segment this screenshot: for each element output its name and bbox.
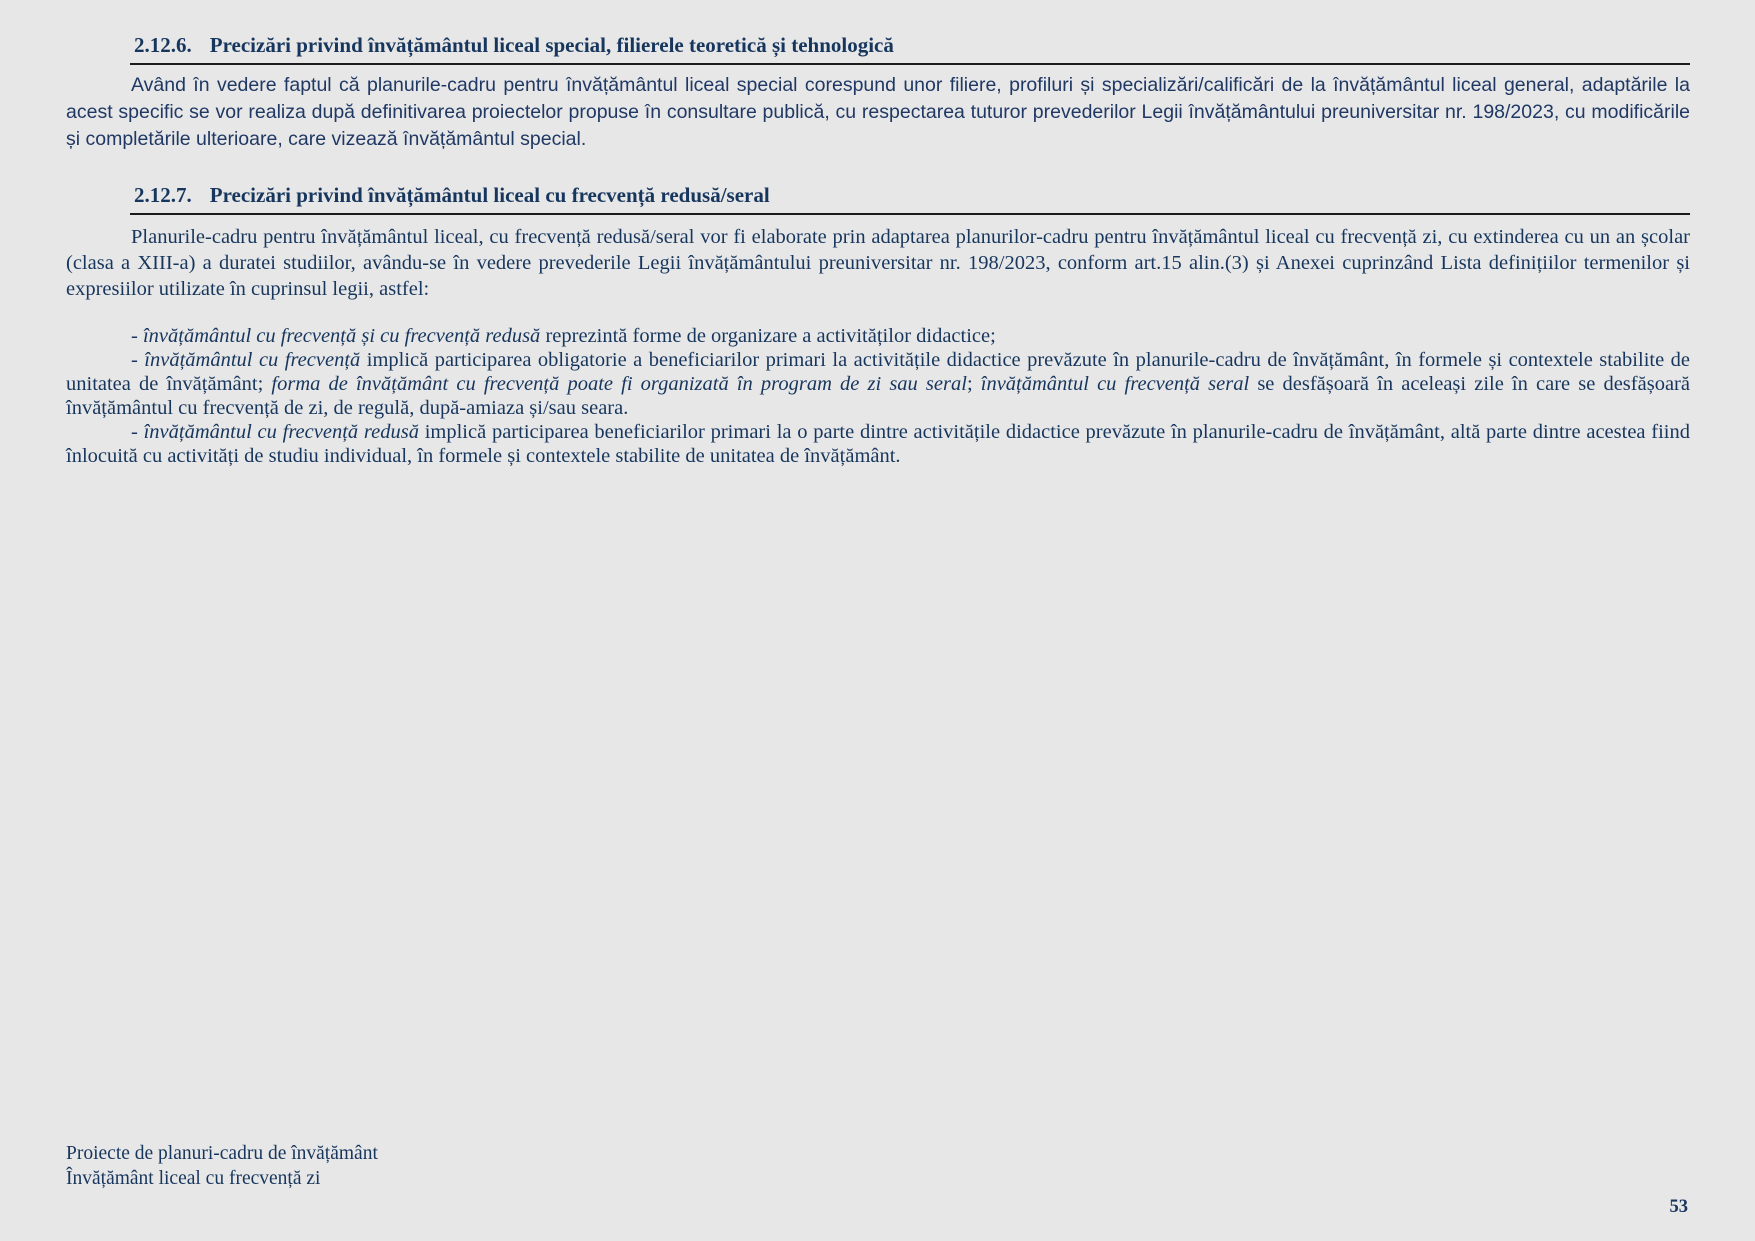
section-paragraph: Având în vedere faptul că planurile-cadru pentru învățământul liceal special corespund unor filiere, profiluri și specializări/calificări de la învățământul liceal general, adaptările la acest specific se vor realiza după definitivarea proiectelor propuse în consultare publică, cu respectarea tuturor prevederilor Legii învățământului preuniversitar nr. 198/2023, cu modificările și completările ulterioare, care vizează învățământul special. [66, 74, 1690, 150]
section-title: Precizări privind învățământul liceal cu frecvență redusă/seral [209, 183, 770, 207]
definition-item: - învățământul cu frecvență și cu frecvență redusă reprezintă forme de organizare a activităților didactice; [131, 325, 996, 347]
footer-line-2: Învățământ liceal cu frecvență zi [66, 1168, 321, 1189]
section-2-12-6 [66, 34, 1690, 153]
section-2-12-7 [66, 184, 1690, 468]
document-footer [66, 1141, 378, 1191]
section-paragraph: Planurile-cadru pentru învățământul liceal, cu frecvență redusă/seral vor fi elaborate prin adaptarea planurilor-cadru pentru învățământul liceal cu frecvență zi, cu extinderea cu un an școlar (clasa a XIII-a) a duratei studiilor, avându-se în vedere prevederile Legii învățământului preuniversitar nr. 198/2023, conform art.15 alin.(3) și Anexei cuprinzând Lista definițiilor termenilor și expresiilor utilizate în cuprinsul legii, astfel: [66, 226, 1690, 300]
section-heading [130, 34, 1690, 65]
page-content [66, 34, 1690, 468]
definition-list [66, 324, 1690, 468]
footer-line-1: Proiecte de planuri-cadru de învățământ [66, 1143, 378, 1164]
section-title: Precizări privind învățământul liceal special, filierele teoretică și tehnologică [209, 33, 894, 57]
definition-item: - învățământul cu frecvență implică participarea obligatorie a beneficiarilor primari la activitățile didactice prevăzute în planurile-cadru de învățământ, în formele și contextele stabilite de unitatea de învățământ; forma de învățământ cu frecvență poate fi organizată în program de zi sau seral; învățământul cu frecvență seral se desfășoară în aceleași zile în care se desfășoară învățământul cu frecvență de zi, de regulă, după-amiaza și/sau seara. [66, 349, 1690, 419]
section-number: 2.12.6. [134, 33, 192, 57]
section-number: 2.12.7. [134, 183, 192, 207]
page-number: 53 [1669, 1197, 1688, 1217]
section-heading [130, 184, 1690, 215]
definition-item: - învățământul cu frecvență redusă implică participarea beneficiarilor primari la o parte dintre activitățile didactice prevăzute în planurile-cadru de învățământ, altă parte dintre acestea fiind înlocuită cu activități de studiu individual, în formele și contextele stabilite de unitatea de învățământ. [66, 421, 1690, 467]
